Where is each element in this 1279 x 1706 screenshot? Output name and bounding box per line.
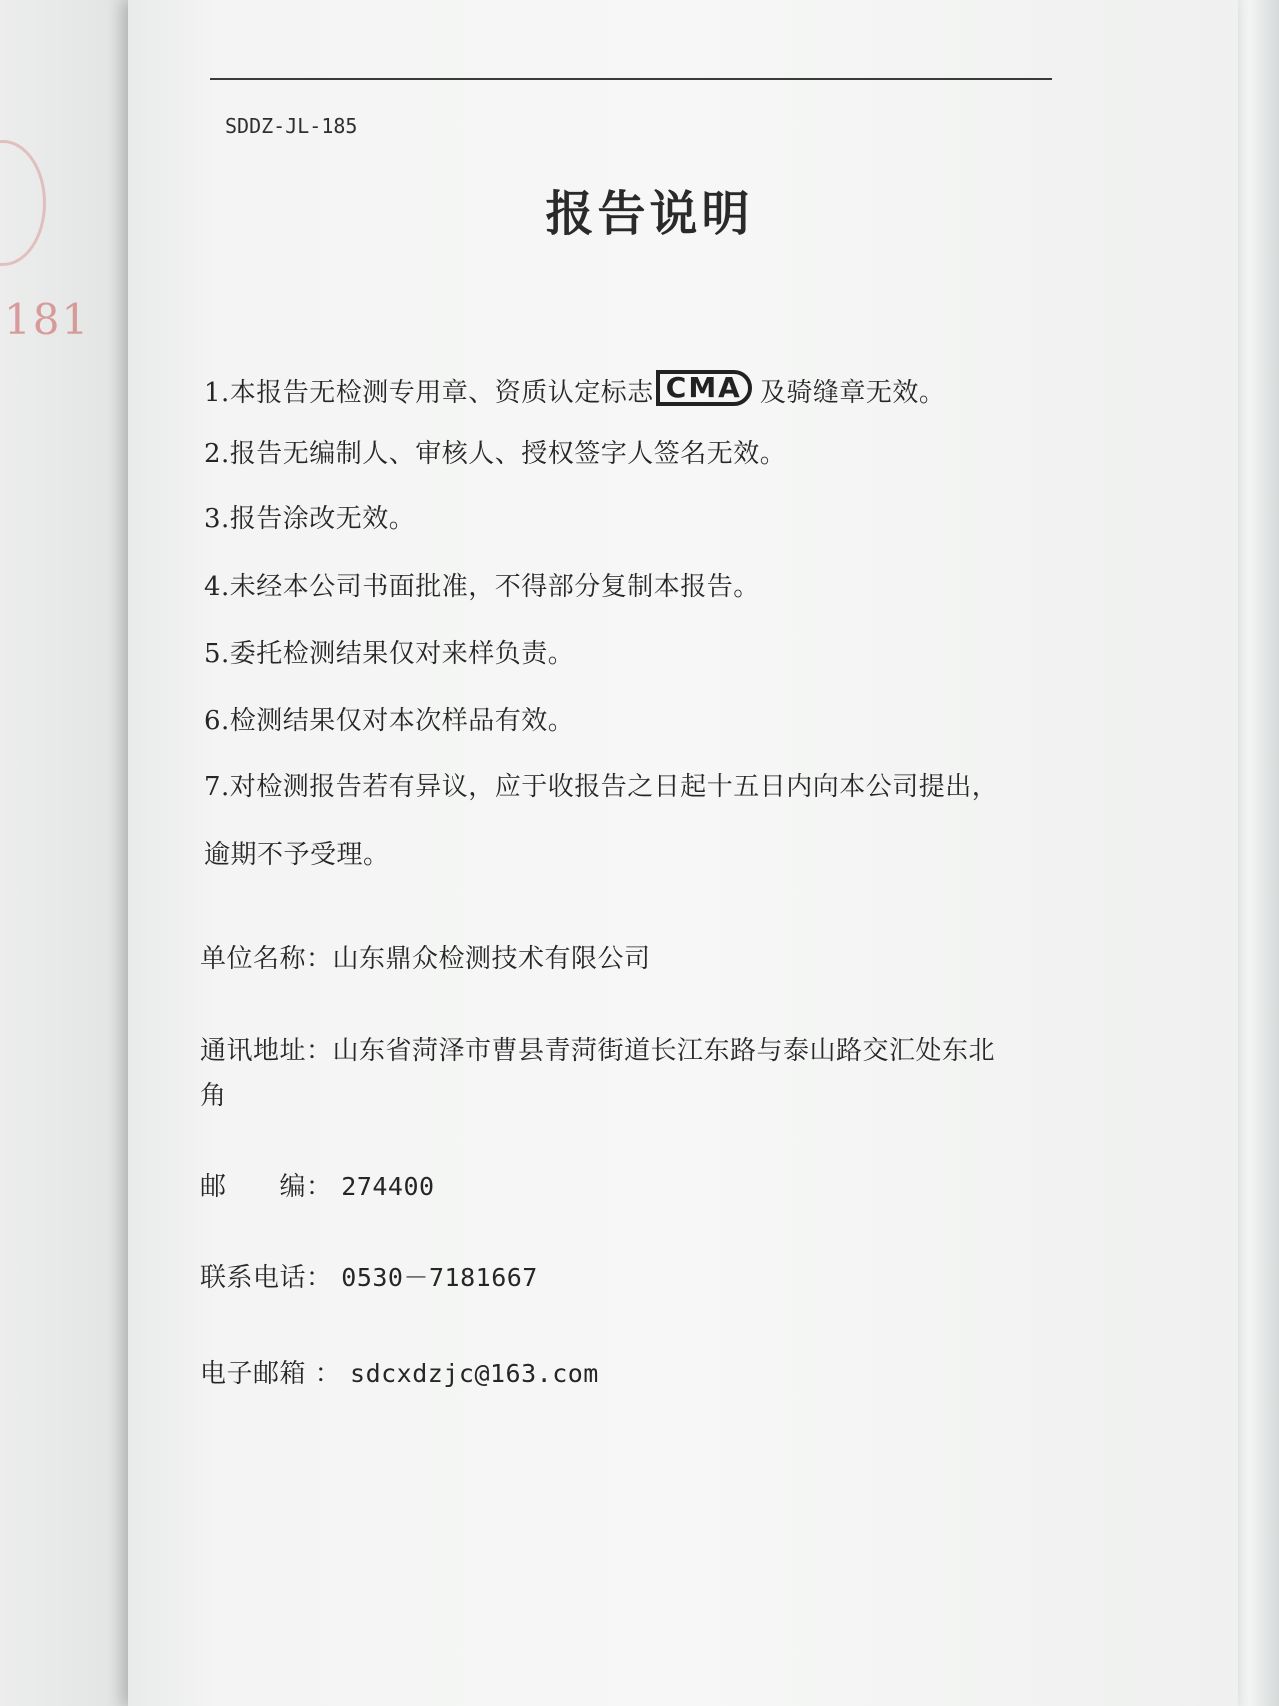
note-item-7: 7.对检测报告若有异议，应于收报告之日起十五日内向本公司提出， bbox=[204, 772, 999, 802]
note-item-4: 4.未经本公司书面批准，不得部分复制本报告。 bbox=[204, 572, 760, 602]
email-value: sdcxdzjc@163.com bbox=[350, 1359, 599, 1388]
address-value: 山东省菏泽市曹县青菏街道长江东路与泰山路交汇处东北 bbox=[332, 1036, 996, 1066]
unit-name-value: 山东鼎众检测技术有限公司 bbox=[332, 944, 651, 974]
unit-name-label: 单位名称： bbox=[200, 944, 333, 974]
postal-code-value: 274400 bbox=[341, 1172, 435, 1201]
page-title: 报告说明 bbox=[545, 186, 754, 242]
email-row bbox=[200, 1353, 599, 1390]
cma-logo-icon: CMA bbox=[656, 370, 752, 406]
note-item-1 bbox=[204, 372, 945, 412]
note-item-5: 5.委托检测结果仅对来样负责。 bbox=[204, 639, 575, 669]
postal-code-label: 邮 编： bbox=[200, 1172, 333, 1202]
phone-row bbox=[200, 1257, 538, 1294]
note-item-2: 2.报告无编制人、审核人、授权签字人签名无效。 bbox=[204, 439, 787, 469]
postal-code-row bbox=[200, 1166, 435, 1203]
email-label: 电子邮箱 ： bbox=[200, 1359, 342, 1389]
phone-value: 0530－7181667 bbox=[341, 1263, 538, 1292]
header-rule bbox=[210, 78, 1052, 80]
note-1-text-after: 及骑缝章无效。 bbox=[759, 378, 946, 408]
note-item-7-cont: 逾期不予受理。 bbox=[204, 840, 390, 870]
unit-name-row bbox=[200, 938, 651, 975]
address-label: 通讯地址： bbox=[200, 1036, 333, 1066]
phone-label: 联系电话： bbox=[200, 1263, 333, 1293]
document-code: SDDZ-JL-185 bbox=[225, 114, 358, 138]
address-row bbox=[200, 1030, 995, 1067]
note-item-6: 6.检测结果仅对本次样品有效。 bbox=[204, 706, 575, 736]
address-continuation: 角 bbox=[200, 1081, 227, 1111]
note-item-3: 3.报告涂改无效。 bbox=[204, 504, 416, 534]
binder-edge bbox=[1231, 0, 1279, 1706]
underlying-page-number: 181 bbox=[4, 295, 91, 344]
note-1-text-before: 1.本报告无检测专用章、资质认定标志 bbox=[204, 378, 654, 408]
